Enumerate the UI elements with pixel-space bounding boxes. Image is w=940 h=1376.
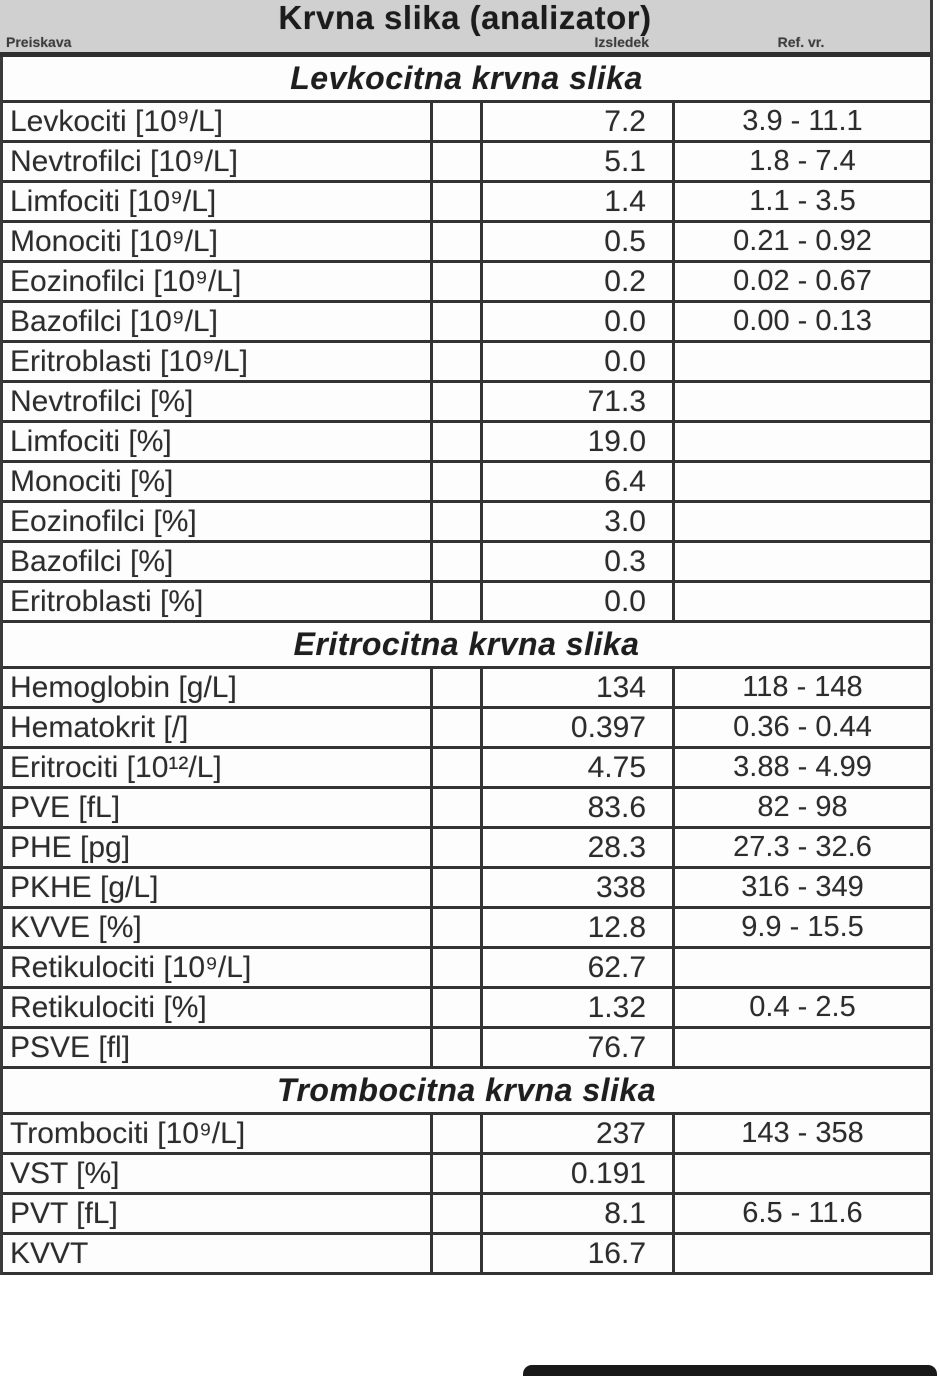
result-value: 4.75 — [480, 749, 672, 786]
result-value: 0.0 — [480, 343, 672, 380]
test-name: Limfociti [%] — [10, 424, 172, 458]
test-name: Monociti [%] — [10, 464, 174, 498]
reference-range: 1.1 - 3.5 — [672, 183, 930, 220]
table-row — [3, 709, 930, 749]
flag-cell — [430, 503, 480, 540]
test-name: Nevtrofilci [10⁹/L] — [10, 144, 238, 178]
result-value: 338 — [480, 869, 672, 906]
report-title: Krvna slika (analizator) — [278, 0, 652, 36]
column-header-reference: Ref. vr. — [777, 34, 825, 50]
reference-range — [672, 1029, 930, 1066]
table-row — [3, 1115, 930, 1155]
column-header-result: Izsledek — [594, 34, 649, 50]
result-value: 0.5 — [480, 223, 672, 260]
result-value: 3.0 — [480, 503, 672, 540]
table-row — [3, 1029, 930, 1069]
flag-cell — [430, 709, 480, 746]
flag-cell — [430, 103, 480, 140]
test-name: KVVE [%] — [10, 910, 142, 944]
table-row — [3, 303, 930, 343]
flag-cell — [430, 303, 480, 340]
result-value: 1.32 — [480, 989, 672, 1026]
test-name: PHE [pg] — [10, 830, 131, 864]
table-row — [3, 909, 930, 949]
test-name: Eritroblasti [10⁹/L] — [10, 344, 248, 378]
reference-range — [672, 1155, 930, 1192]
result-value: 7.2 — [480, 103, 672, 140]
reference-range — [672, 423, 930, 460]
flag-cell — [430, 1115, 480, 1152]
test-name: Retikulociti [%] — [10, 990, 207, 1024]
result-value: 8.1 — [480, 1195, 672, 1232]
table-row — [3, 343, 930, 383]
flag-cell — [430, 909, 480, 946]
test-name: Trombociti [10⁹/L] — [10, 1116, 246, 1150]
table-row — [3, 463, 930, 503]
table-row — [3, 423, 930, 463]
result-value: 1.4 — [480, 183, 672, 220]
result-value: 237 — [480, 1115, 672, 1152]
table-row — [3, 989, 930, 1029]
table-row — [3, 543, 930, 583]
test-name: Eritroblasti [%] — [10, 584, 204, 618]
flag-cell — [430, 669, 480, 706]
result-value: 0.191 — [480, 1155, 672, 1192]
flag-cell — [430, 1195, 480, 1232]
result-value: 19.0 — [480, 423, 672, 460]
reference-range — [672, 1235, 930, 1272]
test-name: Monociti [10⁹/L] — [10, 224, 218, 258]
result-value: 12.8 — [480, 909, 672, 946]
result-value: 0.0 — [480, 583, 672, 620]
table-row — [3, 789, 930, 829]
flag-cell — [430, 463, 480, 500]
reference-range — [672, 383, 930, 420]
result-value: 76.7 — [480, 1029, 672, 1066]
reference-range: 9.9 - 15.5 — [672, 909, 930, 946]
flag-cell — [430, 989, 480, 1026]
table-row — [3, 1155, 930, 1195]
test-name: PVT [fL] — [10, 1196, 118, 1230]
test-name: Retikulociti [10⁹/L] — [10, 950, 252, 984]
table-row — [3, 223, 930, 263]
flag-cell — [430, 789, 480, 826]
result-value: 62.7 — [480, 949, 672, 986]
reference-range: 1.8 - 7.4 — [672, 143, 930, 180]
column-header-row — [0, 32, 930, 50]
section-header: Eritrocitna krvna slika — [3, 623, 930, 669]
flag-cell — [430, 183, 480, 220]
test-name: PKHE [g/L] — [10, 870, 159, 904]
report-header — [0, 0, 930, 57]
test-name: Limfociti [10⁹/L] — [10, 184, 217, 218]
table-row — [3, 183, 930, 223]
table-row — [3, 1195, 930, 1235]
result-value: 6.4 — [480, 463, 672, 500]
section-header: Trombocitna krvna slika — [3, 1069, 930, 1115]
flag-cell — [430, 223, 480, 260]
flag-cell — [430, 143, 480, 180]
result-value: 0.397 — [480, 709, 672, 746]
reference-range — [672, 343, 930, 380]
reference-range: 3.9 - 11.1 — [672, 103, 930, 140]
reference-range: 3.88 - 4.99 — [672, 749, 930, 786]
test-name: Eozinofilci [%] — [10, 504, 197, 538]
reference-range: 0.00 - 0.13 — [672, 303, 930, 340]
table-row — [3, 583, 930, 623]
reference-range: 27.3 - 32.6 — [672, 829, 930, 866]
flag-cell — [430, 1235, 480, 1272]
reference-range: 0.4 - 2.5 — [672, 989, 930, 1026]
test-name: Hemoglobin [g/L] — [10, 670, 237, 704]
table-row — [3, 669, 930, 709]
horizontal-scrollbar-thumb[interactable] — [523, 1365, 937, 1376]
result-value: 28.3 — [480, 829, 672, 866]
reference-range: 82 - 98 — [672, 789, 930, 826]
flag-cell — [430, 749, 480, 786]
table-row — [3, 869, 930, 909]
table-row — [3, 143, 930, 183]
test-name: Bazofilci [%] — [10, 544, 174, 578]
test-name: Bazofilci [10⁹/L] — [10, 304, 218, 338]
result-value: 16.7 — [480, 1235, 672, 1272]
reference-range: 0.02 - 0.67 — [672, 263, 930, 300]
report-body — [0, 57, 930, 1275]
table-row — [3, 263, 930, 303]
reference-range — [672, 503, 930, 540]
flag-cell — [430, 263, 480, 300]
test-name: PVE [fL] — [10, 790, 121, 824]
flag-cell — [430, 423, 480, 460]
test-name: Eozinofilci [10⁹/L] — [10, 264, 242, 298]
table-row — [3, 1235, 930, 1275]
reference-range — [672, 583, 930, 620]
test-name: Nevtrofilci [%] — [10, 384, 194, 418]
reference-range: 143 - 358 — [672, 1115, 930, 1152]
column-header-test: Preiskava — [6, 34, 72, 50]
flag-cell — [430, 583, 480, 620]
test-name: Levkociti [10⁹/L] — [10, 104, 223, 138]
reference-range — [672, 543, 930, 580]
flag-cell — [430, 949, 480, 986]
reference-range — [672, 949, 930, 986]
result-value: 71.3 — [480, 383, 672, 420]
reference-range: 118 - 148 — [672, 669, 930, 706]
result-value: 5.1 — [480, 143, 672, 180]
test-name: KVVT — [10, 1236, 89, 1270]
flag-cell — [430, 869, 480, 906]
table-row — [3, 949, 930, 989]
result-value: 0.2 — [480, 263, 672, 300]
test-name: Eritrociti [10¹²/L] — [10, 750, 222, 784]
table-row — [3, 383, 930, 423]
table-row — [3, 829, 930, 869]
table-row — [3, 749, 930, 789]
test-name: PSVE [fl] — [10, 1030, 131, 1064]
section-header: Levkocitna krvna slika — [3, 57, 930, 103]
result-value: 83.6 — [480, 789, 672, 826]
flag-cell — [430, 829, 480, 866]
flag-cell — [430, 1029, 480, 1066]
table-row — [3, 103, 930, 143]
reference-range: 0.36 - 0.44 — [672, 709, 930, 746]
result-value: 0.3 — [480, 543, 672, 580]
flag-cell — [430, 1155, 480, 1192]
test-name: VST [%] — [10, 1156, 120, 1190]
reference-range — [672, 463, 930, 500]
test-name: Hematokrit [/] — [10, 710, 189, 744]
table-row — [3, 503, 930, 543]
flag-cell — [430, 383, 480, 420]
reference-range: 6.5 - 11.6 — [672, 1195, 930, 1232]
result-value: 0.0 — [480, 303, 672, 340]
reference-range: 0.21 - 0.92 — [672, 223, 930, 260]
flag-cell — [430, 543, 480, 580]
reference-range: 316 - 349 — [672, 869, 930, 906]
result-value: 134 — [480, 669, 672, 706]
flag-cell — [430, 343, 480, 380]
